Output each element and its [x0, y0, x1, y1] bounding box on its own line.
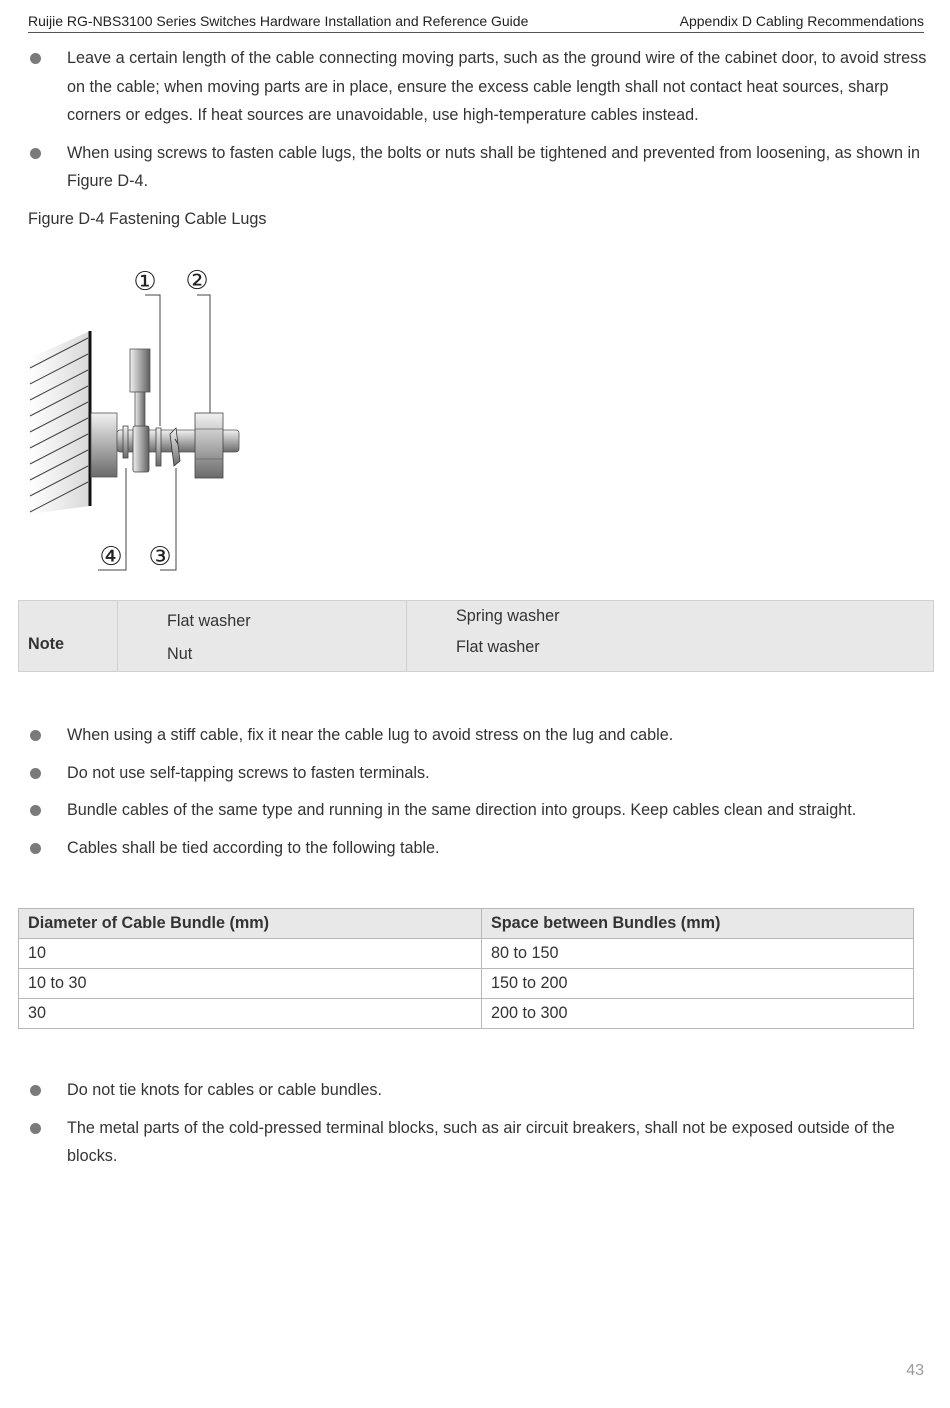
- bullet-icon: [30, 843, 41, 854]
- callout-4: ④: [99, 542, 123, 572]
- table-cell: 200 to 300: [482, 999, 914, 1029]
- table-cell: 10: [19, 939, 482, 969]
- list-item-text: Bundle cables of the same type and running in the same direction into groups. Keep cables clean and straight.: [67, 801, 857, 819]
- table-row: [19, 939, 914, 969]
- cable-lug: [130, 349, 150, 472]
- bullet-icon: [30, 768, 41, 779]
- note-label: Note: [28, 635, 64, 653]
- list-item: [28, 796, 928, 825]
- callout-1: ①: [133, 267, 157, 297]
- list-item-text: Do not use self-tapping screws to fasten terminals.: [67, 763, 430, 782]
- list-item: [28, 834, 928, 863]
- callout-3: ③: [148, 542, 172, 572]
- list-item: [28, 139, 928, 196]
- list-item-text: When using a stiff cable, fix it near the cable lug to avoid stress on the lug and cable.: [67, 726, 674, 744]
- note-item: Spring washer: [456, 607, 560, 625]
- note-item: Nut: [167, 645, 193, 663]
- page-number: 43: [906, 1362, 924, 1379]
- bullet-list-middle: [28, 721, 928, 871]
- table-cell: 10 to 30: [19, 969, 482, 999]
- page-header: [28, 12, 924, 33]
- note-column-1: [118, 601, 407, 671]
- list-item-text: Leave a certain length of the cable connecting moving parts, such as the ground wire of the cabinet door, to avoid stress on the cable; when moving parts are in place, ensure the excess cable length shall not contact heat sources, sharp corners or edges. If heat sources are unavoidable, use high-temperature cables instead.: [67, 49, 927, 124]
- list-item: [28, 721, 928, 750]
- callout-2: ②: [185, 266, 209, 296]
- bullet-icon: [30, 53, 41, 64]
- wall: [30, 331, 90, 514]
- table-cell: 30: [19, 999, 482, 1029]
- list-item-text: The metal parts of the cold-pressed terminal blocks, such as air circuit breakers, shall not be exposed outside of the blocks.: [67, 1118, 895, 1165]
- list-item-text: Cables shall be tied according to the following table.: [67, 838, 440, 857]
- header-document-title: Ruijie RG-NBS3100 Series Switches Hardware Installation and Reference Guide: [28, 13, 529, 29]
- note-box: [18, 600, 934, 672]
- bullet-list-top: [28, 44, 928, 205]
- note-column-2: [407, 601, 933, 671]
- bolt-head: [91, 413, 117, 477]
- bullet-icon: [30, 1085, 41, 1096]
- note-label-cell: [19, 601, 118, 671]
- cable-lug-figure: [20, 258, 260, 578]
- table-cell: 150 to 200: [482, 969, 914, 999]
- column-header: Space between Bundles (mm): [482, 909, 914, 939]
- bullet-list-bottom: [28, 1076, 928, 1180]
- note-item: Flat washer: [456, 638, 540, 656]
- figure-caption: Figure D-4 Fastening Cable Lugs: [28, 210, 267, 228]
- cable-lug-diagram: [20, 258, 260, 578]
- list-item-text: Do not tie knots for cables or cable bundles.: [67, 1081, 382, 1099]
- list-item-text: When using screws to fasten cable lugs, the bolts or nuts shall be tightened and prevented from loosening, as shown in Figure D-4.: [67, 143, 921, 190]
- list-item: [28, 1076, 928, 1105]
- bullet-icon: [30, 805, 41, 816]
- flat-washer: [123, 426, 128, 458]
- table-row: [19, 999, 914, 1029]
- flat-washer-2: [156, 428, 161, 466]
- bullet-icon: [30, 1123, 41, 1134]
- nut: [195, 413, 223, 478]
- cable-bundle-table: [18, 908, 914, 1029]
- list-item: [28, 759, 928, 788]
- list-item: [28, 1114, 928, 1171]
- list-item: [28, 44, 928, 130]
- bullet-icon: [30, 730, 41, 741]
- table-header-row: [19, 909, 914, 939]
- header-section-title: Appendix D Cabling Recommendations: [679, 13, 924, 29]
- table-cell: 80 to 150: [482, 939, 914, 969]
- table-row: [19, 969, 914, 999]
- column-header: Diameter of Cable Bundle (mm): [19, 909, 482, 939]
- note-item: Flat washer: [167, 612, 251, 630]
- bullet-icon: [30, 148, 41, 159]
